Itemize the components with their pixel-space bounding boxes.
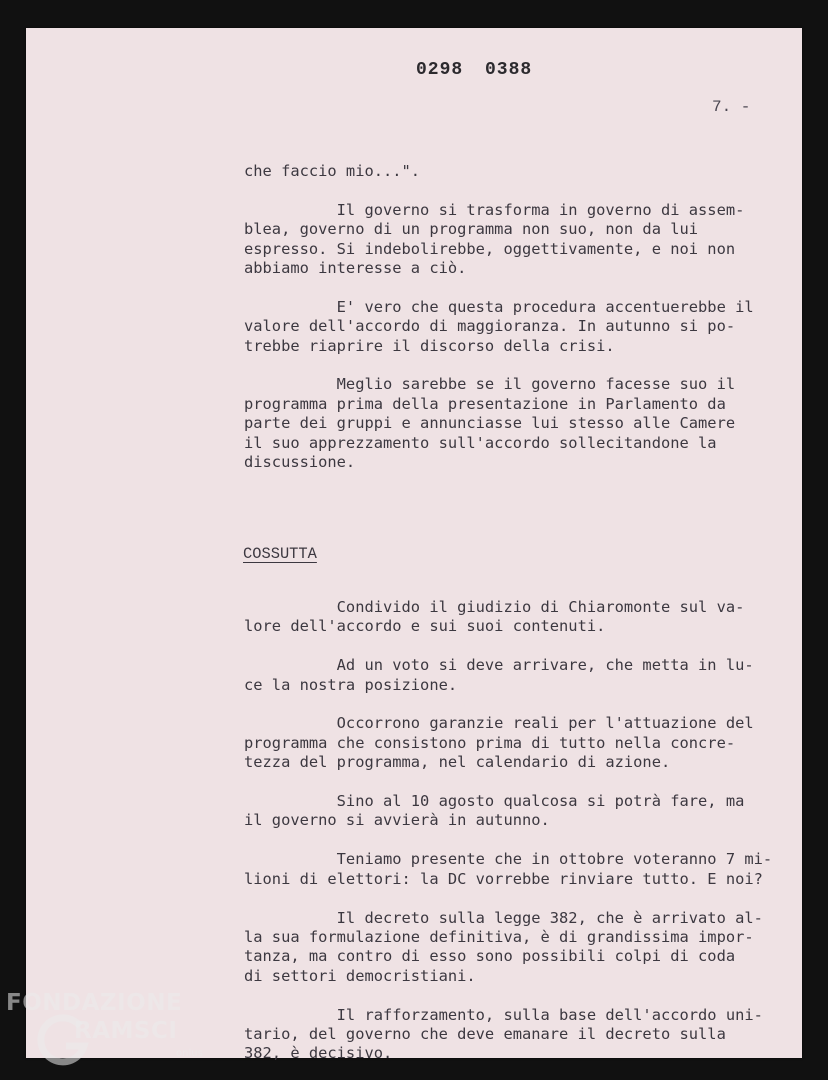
text-block-previous-speaker: che faccio mio...". Il governo si trasforma in governo di assem- blea, governo di un programma non suo, non da lui espresso. Si indebolirebbe, oggettivamente, e noi non abbiamo interesse a ciò. E' vero che questa procedura accentuerebbe il valore dell'accordo di maggioranza. In autunno si po- trebbe riaprire il discorso della crisi. Meglio sarebbe se il governo facesse suo il programma prima della presentazione in Parlamento da parte dei gruppi e annunciasse lui stesso alle Camere il suo apprezzamento sull'accordo sollecitandone la discussione. <box>244 162 754 472</box>
fondazione-gramsci-watermark <box>6 990 206 1070</box>
page-number: 7. - <box>712 98 751 116</box>
watermark-onlus: onlus <box>176 1048 203 1059</box>
archive-number: 0298 0388 <box>416 60 533 80</box>
text-block-cossutta: Condivido il giudizio di Chiaromonte sul va- lore dell'accordo e sui suoi contenuti. Ad un voto si deve arrivare, che metta in lu- ce la nostra posizione. Occorrono garanzie reali per l'attuazione del programma che consistono prima di tutto nella concre- tezza del programma, nel calendario di azione. Sino al 10 agosto qualcosa si potrà fare, ma il governo si avvierà in autunno. Teniamo presente che in ottobre voteranno 7 mi- lioni di elettori: la DC vorrebbe rinviare tutto. E noi? Il decreto sulla legge 382, che è arrivato al- la sua formulazione definitiva, è di grandissima impor- tanza, ma contro di esso sono possibili colpi di coda di settori democristiani. Il rafforzamento, sulla base dell'accordo uni- tario, del governo che deve emanare il decreto sulla 382, è decisivo. <box>244 598 773 1063</box>
watermark-line2: RAMSCI <box>74 1018 178 1044</box>
speaker-heading: COSSUTTA <box>243 545 317 563</box>
watermark-line1: FONDAZIONE <box>6 990 183 1016</box>
